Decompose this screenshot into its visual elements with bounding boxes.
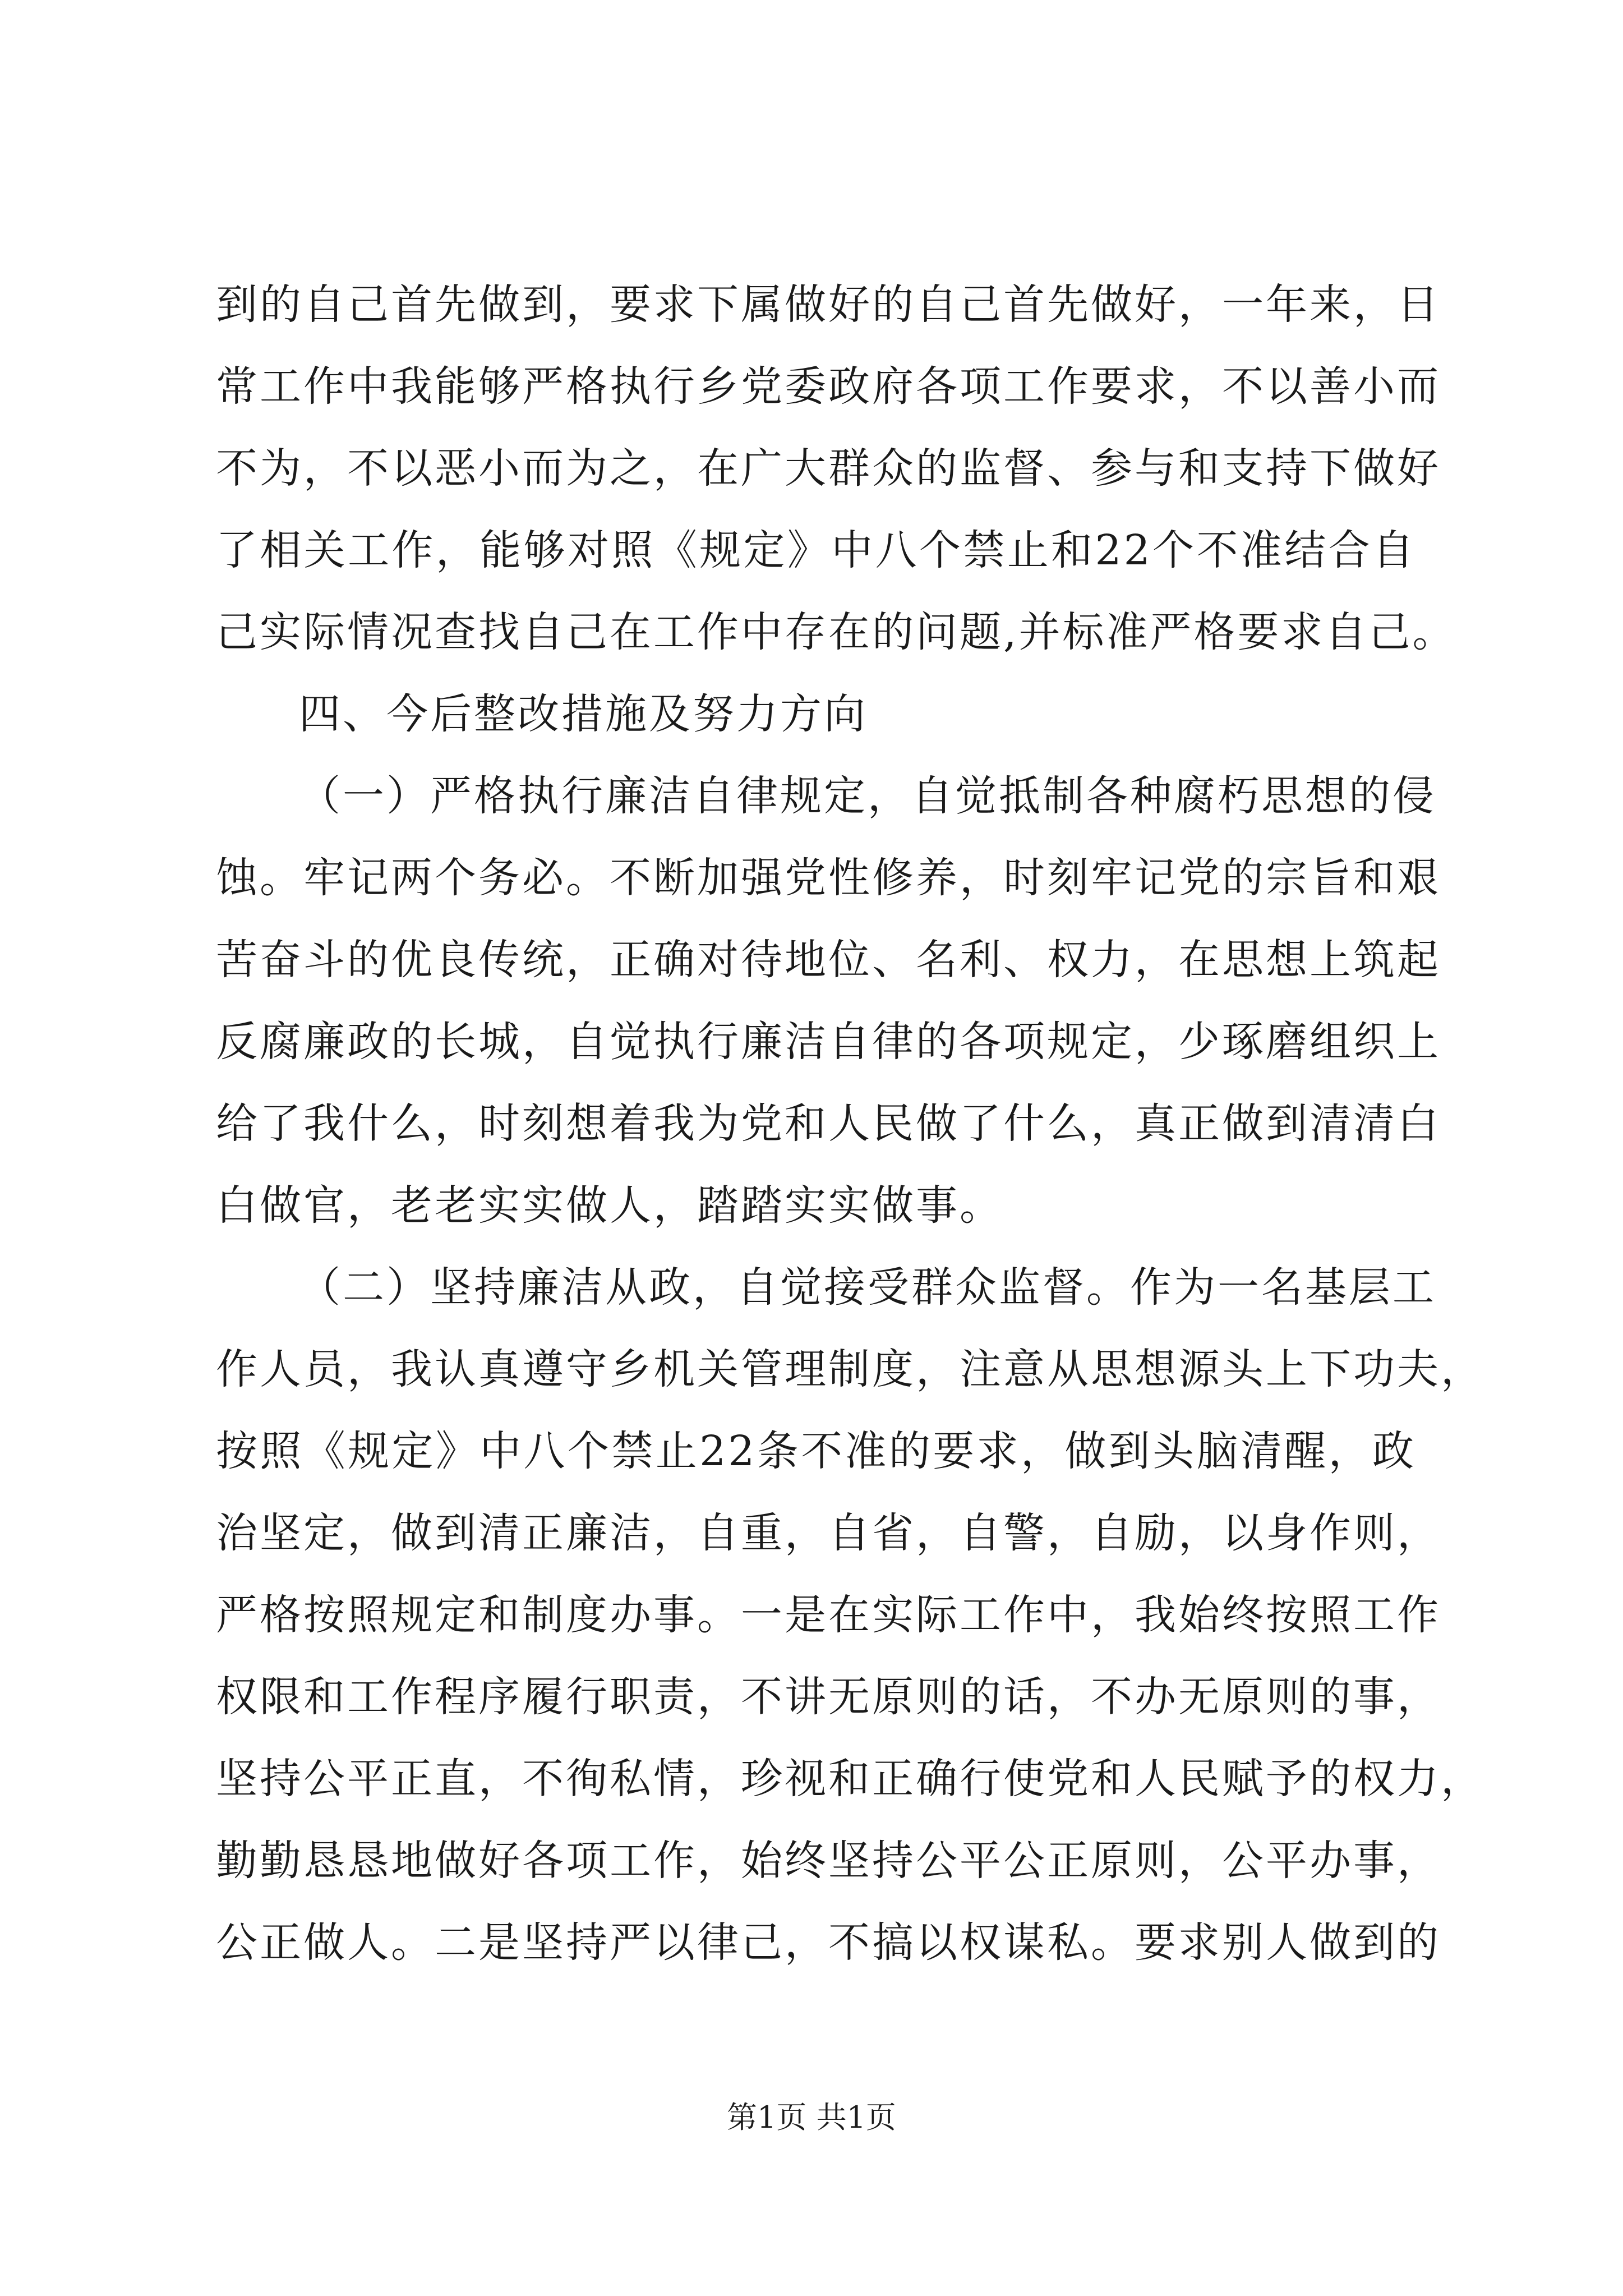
paragraph-line: 白做官，老老实实做人，踏踏实实做事。 [216,1181,1003,1230]
paragraph-line: 权限和工作程序履行职责，不讲无原则的话，不办无原则的事， [216,1673,1441,1721]
paragraph-line: 常工作中我能够严格执行乡党委政府各项工作要求，不以善小而 [216,362,1441,411]
paragraph-line: 苦奋斗的优良传统，正确对待地位、名利、权力，在思想上筑起 [216,936,1441,984]
paragraph-line: 到的自己首先做到，要求下属做好的自己首先做好，一年来，日 [216,280,1441,329]
paragraph-line: 严格按照规定和制度办事。一是在实际工作中，我始终按照工作 [216,1591,1441,1639]
paragraph-line: 坚持公平正直，不徇私情，珍视和正确行使党和人民赋予的权力， [216,1755,1484,1803]
paragraph-line: 作人员，我认真遵守乡机关管理制度，注意从思想源头上下功夫， [216,1345,1484,1393]
page-footer: 第1页 共1页 [727,2100,896,2135]
paragraph-line: （一）严格执行廉洁自律规定，自觉抵制各种腐朽思想的侵 [299,772,1436,820]
paragraph-line: 蚀。牢记两个务必。不断加强党性修养，时刻牢记党的宗旨和艰 [216,854,1441,902]
paragraph-line: 给了我什么，时刻想着我为党和人民做了什么，真正做到清清白 [216,1099,1441,1148]
document-body [216,264,1484,1984]
paragraph-line: （二）坚持廉洁从政，自觉接受群众监督。作为一名基层工 [299,1263,1436,1312]
paragraph-line: 勤勤恳恳地做好各项工作，始终坚持公平公正原则，公平办事， [216,1837,1441,1885]
paragraph-line: 按照《规定》中八个禁止22条不准的要求，做到头脑清醒，政 [216,1427,1416,1475]
paragraph-line: 己实际情况查找自己在工作中存在的问题,并标准严格要求自己。 [216,608,1456,656]
paragraph-line: 治坚定，做到清正廉洁，自重，自省，自警，自励，以身作则， [216,1509,1441,1557]
paragraph-line: 反腐廉政的长城，自觉执行廉洁自律的各项规定，少琢磨组织上 [216,1018,1441,1066]
section-heading: 四、今后整改措施及努力方向 [299,690,868,738]
paragraph-line: 不为，不以恶小而为之，在广大群众的监督、参与和支持下做好 [216,444,1441,493]
paragraph-line: 了相关工作，能够对照《规定》中八个禁止和22个不准结合自 [216,526,1416,574]
paragraph-line: 公正做人。二是坚持严以律己，不搞以权谋私。要求别人做到的 [216,1918,1441,1967]
